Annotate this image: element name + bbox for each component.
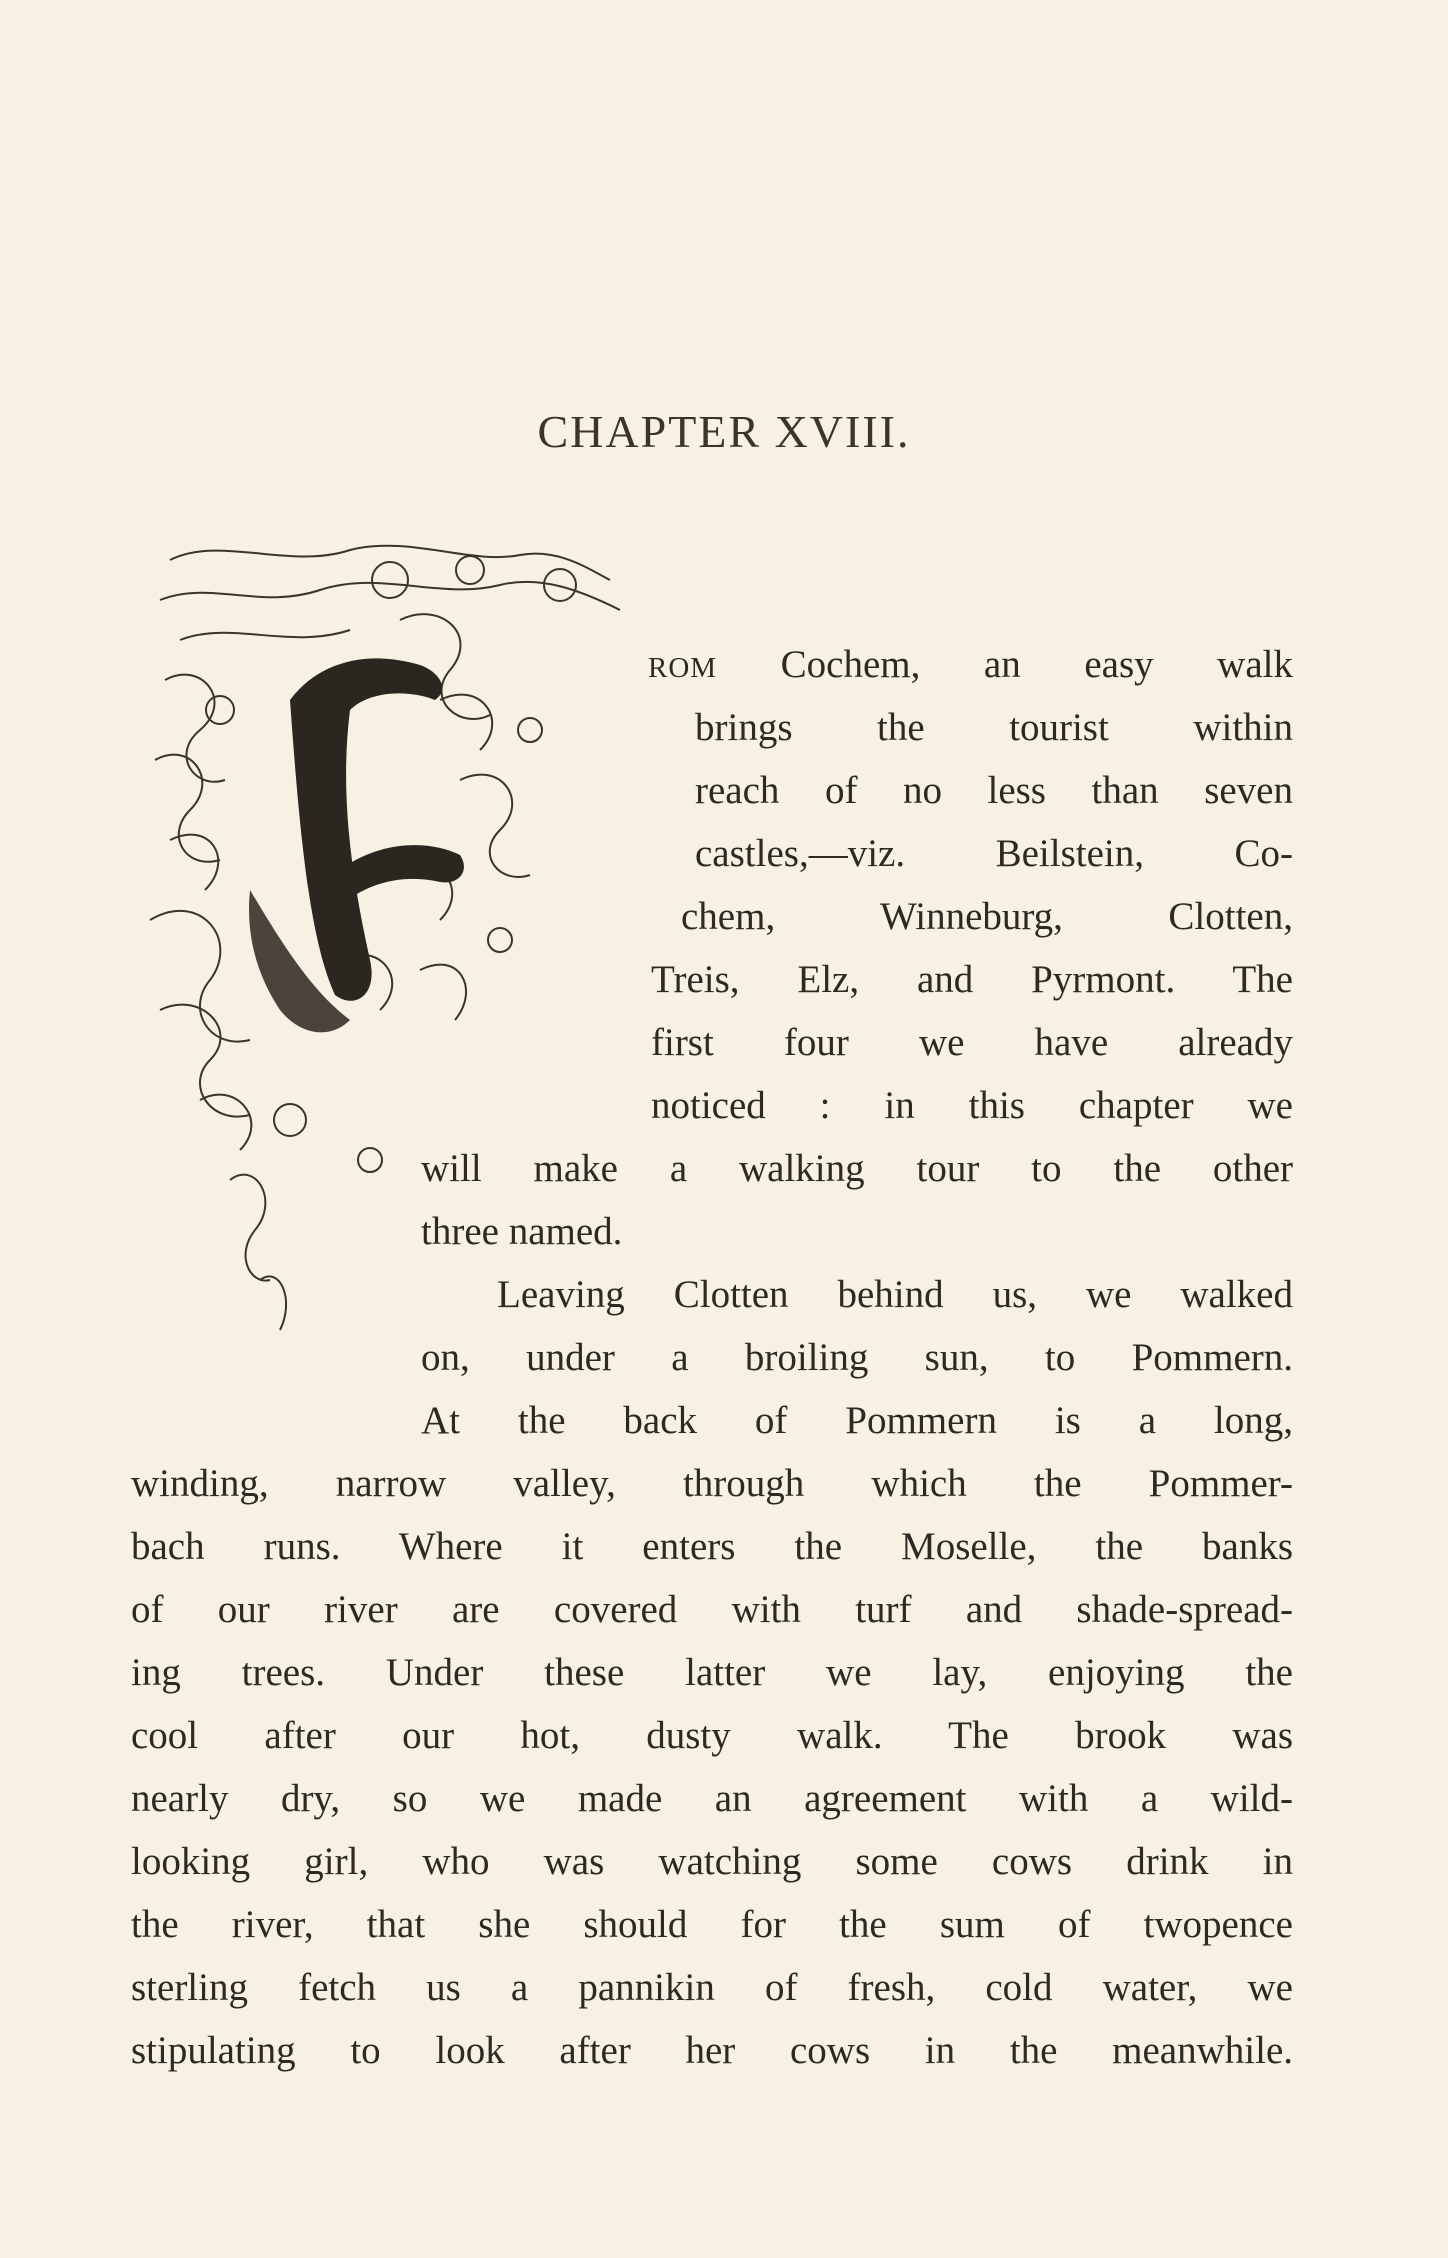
text-line: the river, that she should for the sum of twopence: [131, 1903, 1293, 1946]
text-line: stipulating to look after her cows in the meanwhile.: [131, 2029, 1293, 2072]
text-line-rest: Cochem, an easy walk: [717, 643, 1293, 686]
text-line: Leaving Clotten behind us, we walked: [497, 1273, 1293, 1316]
text-line: of our river are covered with turf and shade-spread-: [131, 1588, 1293, 1631]
decorated-initial-f: [140, 540, 680, 1380]
text-line: sterling fetch us a pannikin of fresh, cold water, we: [131, 1966, 1293, 2009]
text-line: will make a walking tour to the other: [421, 1147, 1293, 1190]
small-caps-word: ROM: [648, 652, 718, 684]
text-line: nearly dry, so we made an agreement with a wild-: [131, 1777, 1293, 1820]
text-line: reach of no less than seven: [695, 769, 1293, 812]
text-line: brings the tourist within: [695, 706, 1293, 749]
chapter-heading: CHAPTER XVIII.: [537, 406, 911, 457]
text-line: Treis, Elz, and Pyrmont. The: [651, 958, 1293, 1001]
text-line: on, under a broiling sun, to Pommern.: [421, 1336, 1293, 1379]
text-line: winding, narrow valley, through which the Pommer-: [131, 1462, 1293, 1505]
text-line: first four we have already: [651, 1021, 1293, 1064]
text-line: chem, Winneburg, Clotten,: [681, 895, 1293, 938]
text-line: bach runs. Where it enters the Moselle, the banks: [131, 1525, 1293, 1568]
text-line: [648, 645, 1293, 684]
text-line: ing trees. Under these latter we lay, enjoying the: [131, 1651, 1293, 1694]
text-line: castles,—viz. Beilstein, Co-: [695, 832, 1293, 875]
text-line: At the back of Pommern is a long,: [421, 1399, 1293, 1442]
text-line: noticed : in this chapter we: [651, 1084, 1293, 1127]
text-line: three named.: [421, 1210, 623, 1253]
text-line: looking girl, who was watching some cows drink in: [131, 1840, 1293, 1883]
text-line: cool after our hot, dusty walk. The brook was: [131, 1714, 1293, 1757]
